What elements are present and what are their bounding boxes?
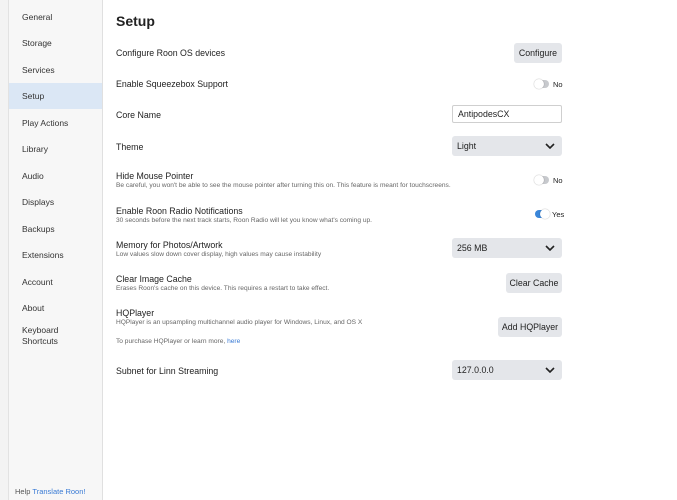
squeezebox-label: Enable Squeezebox Support (116, 79, 229, 89)
sidebar-item-label: Extensions (22, 250, 64, 260)
sidebar-item-account[interactable] (9, 269, 102, 295)
sidebar-item-displays[interactable] (9, 189, 102, 215)
theme-select[interactable] (452, 136, 562, 156)
sidebar-item-label: About (22, 303, 45, 313)
sidebar-item-label: Storage (22, 38, 52, 48)
sidebar-item-setup[interactable] (9, 83, 102, 109)
squeezebox-toggle-state: No (553, 80, 563, 89)
linn-subnet-label: Subnet for Linn Streaming (116, 366, 219, 376)
sidebar-item-label: Services (22, 65, 55, 75)
sidebar-item-label: General (22, 12, 53, 22)
sidebar-item-storage[interactable] (9, 30, 102, 56)
outer-frame-edge (0, 0, 9, 500)
sidebar-item-label: Backups (22, 224, 55, 234)
squeezebox-toggle[interactable] (535, 80, 549, 88)
toggle-knob (534, 79, 544, 89)
hqplayer-purchase-note (116, 338, 240, 345)
toggle-knob (534, 175, 544, 185)
clear-cache-label: Clear Image Cache (116, 274, 192, 284)
sidebar-item-label: Audio (22, 171, 44, 181)
chevron-down-icon (545, 143, 555, 149)
roon-radio-toggle-state: Yes (552, 210, 565, 219)
configure-roon-os-label: Configure Roon OS devices (116, 48, 226, 58)
configure-button[interactable]: Configure (514, 43, 562, 63)
sidebar-item-label: Account (22, 277, 53, 287)
hqplayer-description: HQPlayer is an upsampling multichannel audio player for Windows, Linux, and OS X (116, 319, 363, 326)
memory-artwork-description: Low values slow down cover display, high values may cause instability (116, 251, 322, 258)
memory-artwork-select[interactable] (452, 238, 562, 258)
add-hqplayer-button[interactable]: Add HQPlayer (498, 317, 562, 337)
clear-cache-button[interactable]: Clear Cache (506, 273, 562, 293)
memory-artwork-select-value: 256 MB (457, 243, 488, 253)
hide-mouse-pointer-label: Hide Mouse Pointer (116, 171, 194, 181)
linn-subnet-select-value: 127.0.0.0 (457, 365, 494, 375)
hqplayer-label: HQPlayer (116, 308, 155, 318)
hide-mouse-pointer-toggle[interactable] (535, 176, 549, 184)
roon-radio-label: Enable Roon Radio Notifications (116, 206, 243, 216)
core-name-label: Core Name (116, 110, 161, 120)
hide-mouse-pointer-toggle-state: No (553, 176, 563, 185)
sidebar-item-label: Displays (22, 197, 55, 207)
chevron-down-icon (545, 367, 555, 373)
roon-radio-toggle[interactable] (535, 210, 549, 218)
toggle-knob (540, 209, 550, 219)
roon-radio-description: 30 seconds before the next track starts, Roon Radio will let you know what's coming up. (116, 217, 372, 224)
hqplayer-purchase-text: To purchase HQPlayer or learn more, (116, 338, 226, 345)
sidebar-item-services[interactable] (9, 57, 102, 83)
sidebar-item-label: Keyboard Shortcuts (22, 325, 59, 346)
sidebar-item-extensions[interactable] (9, 242, 102, 268)
sidebar-item-play-actions[interactable] (9, 110, 102, 136)
theme-select-value: Light (457, 141, 477, 151)
sidebar-item-general[interactable] (9, 4, 102, 30)
help-text: Help (15, 487, 31, 496)
settings-sidebar (9, 0, 103, 500)
sidebar-item-backups[interactable] (9, 216, 102, 242)
sidebar-footer (15, 487, 85, 496)
sidebar-item-keyboard-shortcuts[interactable] (9, 321, 69, 351)
page-title: Setup (116, 13, 155, 29)
translate-roon-link[interactable]: Translate Roon! (32, 487, 86, 496)
setup-panel (103, 0, 677, 500)
hqplayer-here-link[interactable]: here (227, 338, 241, 345)
theme-label: Theme (116, 142, 144, 152)
clear-cache-description: Erases Roon's cache on this device. This requires a restart to take effect. (116, 285, 330, 292)
linn-subnet-select[interactable] (452, 360, 562, 380)
sidebar-item-label: Play Actions (22, 118, 69, 128)
chevron-down-icon (545, 245, 555, 251)
core-name-input[interactable] (452, 105, 562, 123)
sidebar-item-label: Setup (22, 91, 45, 101)
sidebar-item-library[interactable] (9, 136, 102, 162)
sidebar-item-label: Library (22, 144, 48, 154)
hide-mouse-pointer-description: Be careful, you won't be able to see the mouse pointer after turning this on. This feature is meant for touchscreens. (116, 182, 451, 189)
sidebar-item-about[interactable] (9, 295, 102, 321)
memory-artwork-label: Memory for Photos/Artwork (116, 240, 223, 250)
sidebar-item-audio[interactable] (9, 163, 102, 189)
